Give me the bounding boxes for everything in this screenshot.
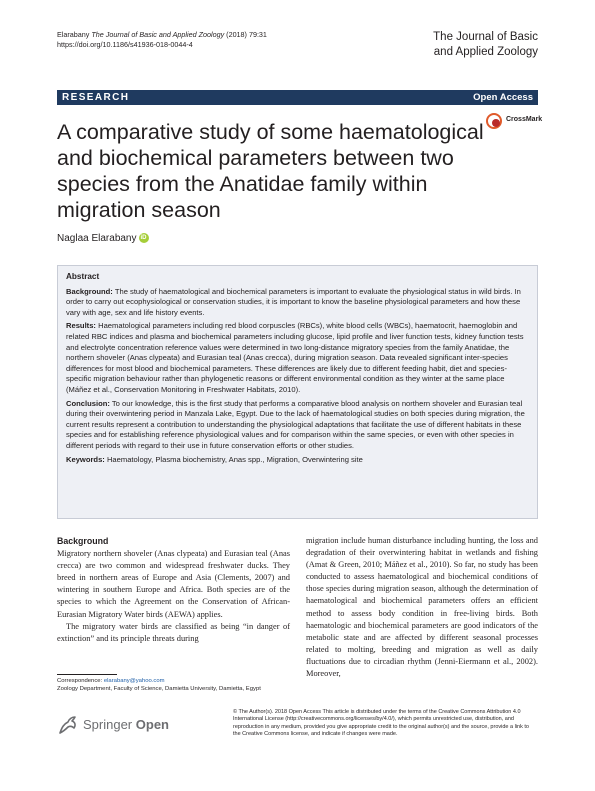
springer-open-wordmark [83, 717, 169, 732]
abstract-results-text: Haematological parameters including red blood corpuscles (RBCs), white blood cells (WBCs), haematocrit, haemoglobin and related RBC indices and plasma and biochemical parameters including glucose, lipid profile and liver function tests, kidney function tests and electrolyte concentration reference values were determined in two long-distance migratory species from the family Anatidae, the northern shoveler (Anas clypeata) and Eurasian teal (Anas crecca), during migration season. Data revealed significant inter-species differences for most blood and biochemical parameters. These differences are likely due to different feeding habit, diet and species-specific migration behaviour rather than phylogenetic reasons or different environmental condition as they winter at the same place (Máñez et al., Conservation Monitoring in Freshwater Habitats, 2010). [66, 321, 524, 394]
section-heading-background: Background [57, 536, 109, 546]
abstract-results [66, 321, 529, 395]
crossmark-button[interactable] [486, 113, 546, 133]
journal-name [433, 30, 538, 60]
open-access-label: Open Access [473, 92, 533, 103]
footnote-divider [57, 674, 117, 675]
article-type-label: RESEARCH [62, 92, 130, 103]
abstract-conclusion-text: To our knowledge, this is the first study that performs a comparative blood analysis on northern shoveler and Eurasian teal during their overwintering period in Manzala Lake, Egypt. Due to the lack of haematological studies on both species during migration, the current results represent a contribution to understanding the physiological adaptations that facilitate the use of different habitats in these species and for establishing reference physiological values and for comparison within the same species, or even with other species in different periods with regard to their use in future conservation efforts or other studies. [66, 398, 525, 450]
correspondence-label: Correspondence: [57, 678, 103, 684]
body-right-column [306, 535, 538, 680]
author-name: Naglaa Elarabany [57, 233, 137, 244]
abstract-heading: Abstract [66, 272, 100, 281]
abstract-background [66, 287, 529, 319]
abstract-keywords [66, 455, 529, 466]
springer-horse-icon [57, 715, 79, 735]
article-title: A comparative study of some haematological and biochemical parameters between two species from the Anatidae family within migration season [57, 120, 484, 222]
abstract-results-label: Results: [66, 321, 96, 331]
journal-name-line1: The Journal of Basic [433, 31, 538, 43]
correspondence-footnote [57, 677, 277, 693]
affiliation-text: Zoology Department, Faculty of Science, Damietta University, Damietta, Egypt [57, 686, 261, 693]
body-paragraph-2: The migratory water birds are classified as being “in danger of extinction” and its principle threats during [57, 621, 290, 643]
license-statement: © The Author(s). 2018 Open Access This article is distributed under the terms of the Creative Commons Attribution 4.0 International License (http://creativecommons.org/licenses/by/4.0/), which permits unrestricted use, distribution, and reproduction in any medium, provided you give appropriate credit to the original author(s) and the source, provide a link to the Creative Commons license, and indicate if changes were made. [233, 709, 529, 738]
body-paragraph-3: migration include human disturbance including hunting, the loss and degradation of their overwintering habitat in wetlands and fishing (Amat & Green, 2010; Máñez et al., 2010). So far, no study has been conducted to assess haematological and biochemical conditions of those species during migration season, although the determination of haematological and biochemical parameters offers an efficient method to assess body condition in free-living birds. Both haematologic and biochemical parameters are good indicators of the metabolic state and are affected by different seasonal processes related to molting, breeding and migration as well as daily fluctuations due to circadian rhythm (Jenni-Eiermann et al., 2002). Moreover, [306, 536, 538, 679]
crossmark-label: CrossMark [506, 116, 543, 123]
abstract-background-text: The study of haematological and biochemical parameters is important to evaluate the physiological status in wild birds. In order to carry out ecophysiological or conservation studies, it is important to know the baseline physiological parameters and how these vary with age, sex and life history events. [66, 286, 521, 317]
abstract-keywords-text: Haematology, Plasma biochemistry, Anas spp., Migration, Overwintering site [106, 454, 363, 464]
crossmark-icon [486, 113, 502, 129]
citation-volume: (2018) 79:31 [226, 30, 267, 39]
logo-word-open: Open [135, 717, 169, 732]
orcid-icon[interactable]: iD [140, 235, 147, 242]
abstract-conclusion-label: Conclusion: [66, 398, 110, 408]
logo-word-springer: Springer [83, 717, 133, 732]
correspondence-email[interactable]: elarabany@yahoo.com [103, 678, 165, 684]
abstract-box [57, 265, 538, 519]
abstract-conclusion [66, 399, 529, 452]
citation-journal: The Journal of Basic and Applied Zoology [91, 30, 225, 39]
citation-author: Elarabany [57, 30, 90, 39]
springer-open-logo[interactable] [57, 713, 177, 737]
running-citation [57, 30, 267, 50]
journal-name-line2: and Applied Zoology [433, 46, 538, 58]
body-left-column [57, 535, 290, 645]
author-line [57, 233, 149, 244]
doi-link[interactable]: https://doi.org/10.1186/s41936-018-0044-4 [57, 40, 193, 49]
body-paragraph-1: Migratory northern shoveler (Anas clypeata) and Eurasian teal (Anas crecca) are two common and widespread freshwater ducks. They breed in northern areas of Europe and Asia (Clements, 2007) and wintering in southern Europe and Africa. Both species are of the species to which the Agreement on the Conservation of African-Eurasian Migratory Water birds (AEWA) applies. [57, 549, 290, 619]
abstract-background-label: Background: [66, 286, 113, 296]
abstract-keywords-label: Keywords: [66, 454, 105, 464]
